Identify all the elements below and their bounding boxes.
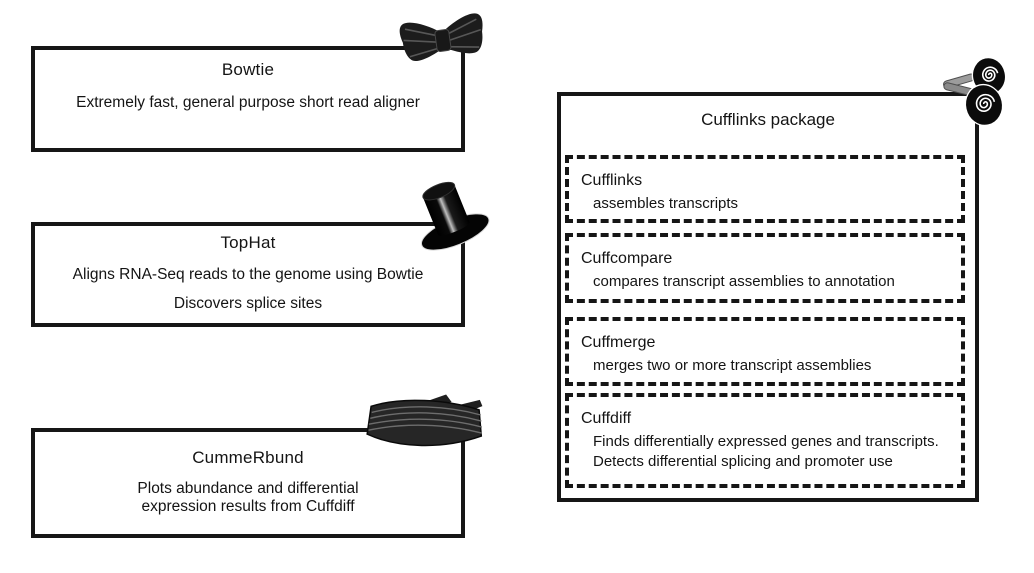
module-description-line: Finds differentially expressed genes and transcripts. xyxy=(593,433,939,450)
module-name: Cuffcompare xyxy=(581,250,673,267)
tool-box-tophat xyxy=(31,222,465,327)
module-box-cuffcompare xyxy=(565,233,965,303)
module-description-line: compares transcript assemblies to annotation xyxy=(593,273,895,290)
tool-description-line: expression results from Cuffdiff xyxy=(141,498,355,515)
tool-description-line: Plots abundance and differential xyxy=(137,480,359,497)
cufflinks-icon xyxy=(938,56,1014,134)
module-description-line: merges two or more transcript assemblies xyxy=(593,357,872,374)
bow-tie-icon xyxy=(397,11,489,69)
module-name: Cuffmerge xyxy=(581,334,656,351)
tool-title-cummerbund: CummeRbund xyxy=(192,448,304,467)
module-description-line: assembles transcripts xyxy=(593,195,739,212)
module-name: Cuffdiff xyxy=(581,410,632,427)
package-title: Cufflinks package xyxy=(701,110,835,129)
tool-title-tophat: TopHat xyxy=(220,233,276,252)
module-box-cuffdiff xyxy=(565,393,965,488)
module-name: Cufflinks xyxy=(581,172,643,189)
tool-description-line: Aligns RNA-Seq reads to the genome using Bowtie xyxy=(72,266,424,283)
module-box-cuffmerge xyxy=(565,317,965,386)
top-hat-icon xyxy=(407,181,493,253)
tool-description-line: Discovers splice sites xyxy=(173,295,323,312)
module-box-cufflinks xyxy=(565,155,965,223)
tool-description xyxy=(35,480,461,516)
tool-description-line: Extremely fast, general purpose short read aligner xyxy=(76,94,420,111)
package-box-cufflinks xyxy=(557,92,979,502)
module-description-line: Detects differential splicing and promoter use xyxy=(593,453,893,470)
tool-title-bowtie: Bowtie xyxy=(221,60,275,79)
cummerbund-icon xyxy=(360,390,486,458)
